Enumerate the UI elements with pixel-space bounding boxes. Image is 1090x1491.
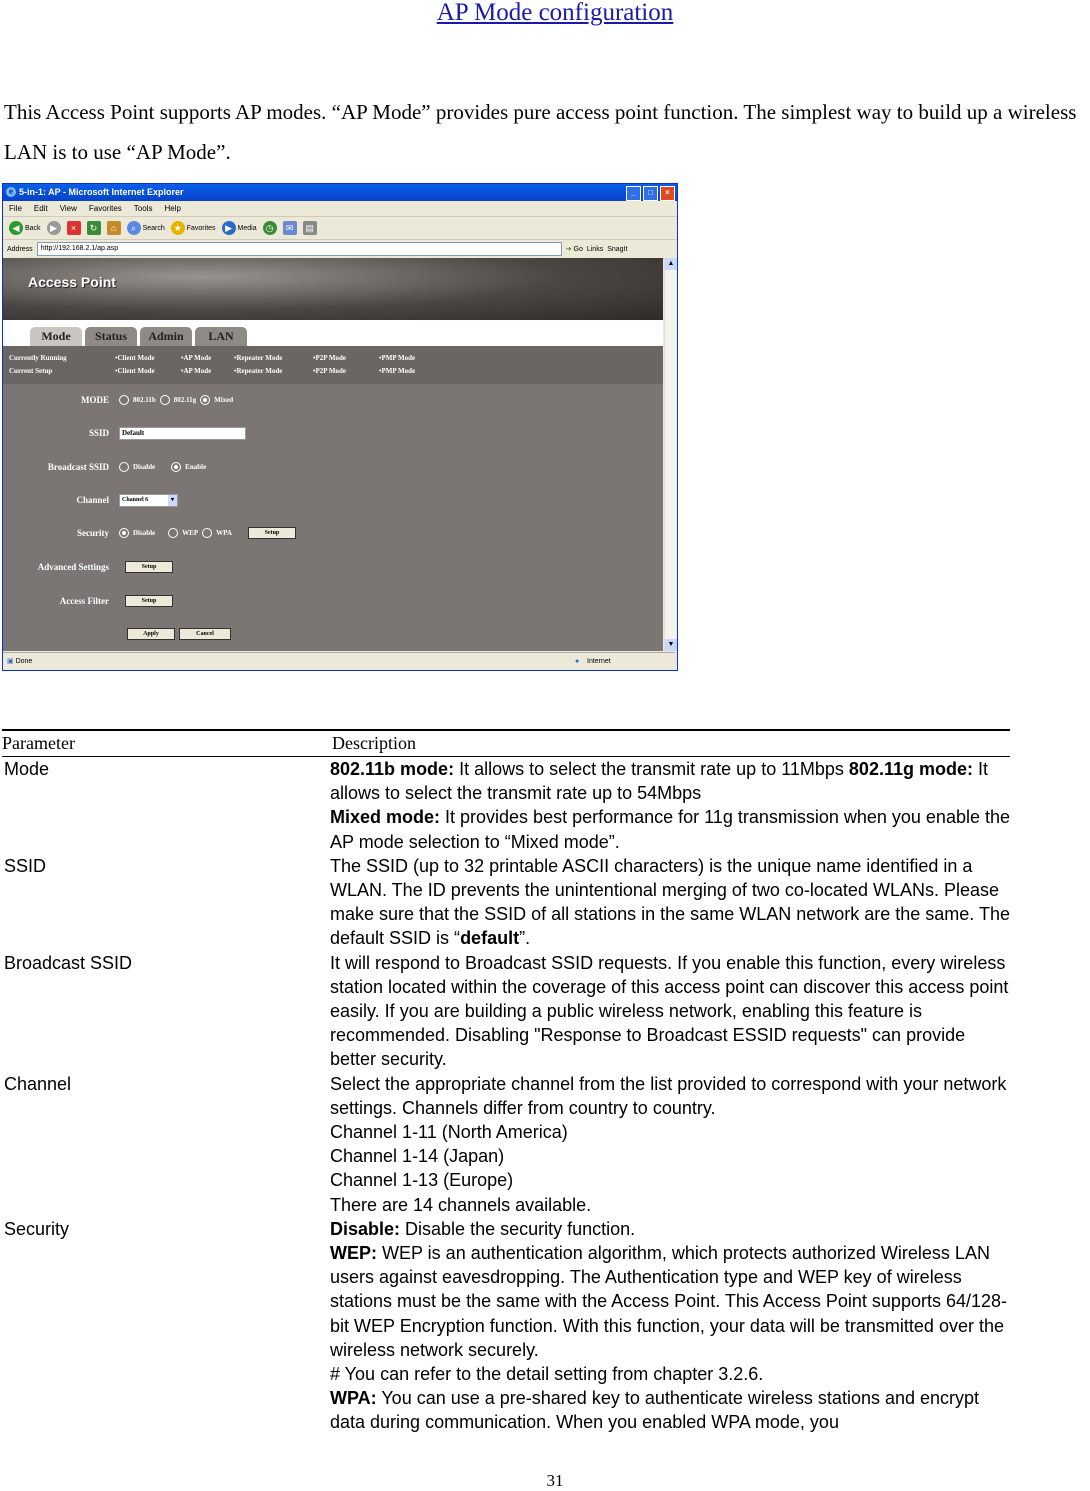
refresh-button[interactable] xyxy=(87,221,101,235)
maximize-icon[interactable]: □ xyxy=(643,186,658,201)
channel-select[interactable]: Channel 6 ▾ xyxy=(119,494,178,507)
settings-form xyxy=(3,384,663,651)
menu-favorites[interactable]: Favorites xyxy=(88,204,122,213)
filter-setup-button[interactable]: Setup xyxy=(125,595,173,607)
page-icon: ▣ xyxy=(7,658,14,665)
radio-sec-disable[interactable] xyxy=(119,528,129,538)
radio-sec-wep[interactable] xyxy=(168,528,178,538)
chevron-down-icon: ▾ xyxy=(168,495,177,506)
broadcast-ssid-row: Broadcast SSID Disable Enable xyxy=(47,462,207,472)
links-button[interactable]: Links xyxy=(586,245,604,253)
refresh-icon: ↻ xyxy=(87,221,101,235)
browser-statusbar: ▣ Done ● Internet xyxy=(3,652,675,670)
print-button[interactable] xyxy=(303,221,317,235)
scroll-down-icon[interactable]: ▼ xyxy=(665,639,677,651)
globe-icon: ● xyxy=(575,658,580,665)
toolbar xyxy=(3,217,677,240)
ssid-row: SSID Default xyxy=(3,423,663,443)
page-viewport xyxy=(3,258,663,651)
tab-admin[interactable]: Admin xyxy=(140,327,192,346)
star-icon: ★ xyxy=(171,221,185,235)
go-button[interactable]: ➜ Go xyxy=(565,246,583,253)
forward-button[interactable] xyxy=(47,221,61,235)
page-number: 31 xyxy=(546,1471,564,1490)
home-icon: ⌂ xyxy=(107,221,121,235)
menu-bar xyxy=(3,201,677,217)
radio-mixed[interactable] xyxy=(200,395,210,405)
parameter-table xyxy=(2,729,1010,1435)
vertical-scrollbar[interactable] xyxy=(664,258,677,651)
address-label: Address xyxy=(7,245,33,253)
channel-row: Channel Channel 6 ▾ xyxy=(3,490,663,510)
close-icon[interactable]: × xyxy=(660,186,675,201)
mail-icon: ✉ xyxy=(283,221,297,235)
browser-screenshot xyxy=(2,183,678,671)
submit-row xyxy=(3,624,663,644)
table-row-mode: Mode 802.11b mode: It allows to select the transmit rate up to 11Mbps 802.11g mode: It allows to select the transmit rate up to 54Mbps Mixed mode: It provides best performance for 11g transmission when you enable the AP mode selection to “Mixed mode”. xyxy=(4,759,1010,852)
minimize-icon[interactable]: _ xyxy=(626,186,641,201)
cancel-button[interactable]: Cancel xyxy=(179,628,231,640)
window-titlebar xyxy=(3,184,677,201)
search-button[interactable]: ⌕ Search xyxy=(127,221,165,235)
ssid-input[interactable]: Default xyxy=(119,427,246,440)
table-row-ssid: SSID The SSID (up to 32 printable ASCII characters) is the unique name identified in a WLAN. The ID prevents the unintentional merging of two co-located WLANs. Please make sure that the SSID of all stations in the same WLAN network are the same. The default SSID is “default”. xyxy=(4,855,1010,949)
menu-view[interactable]: View xyxy=(59,204,77,213)
back-button[interactable]: ◀ Back xyxy=(9,221,41,235)
advanced-setup-button[interactable]: Setup xyxy=(125,561,173,573)
menu-edit[interactable]: Edit xyxy=(33,204,48,213)
tab-lan[interactable]: LAN xyxy=(195,327,247,346)
history-icon: ◷ xyxy=(263,221,277,235)
advanced-settings-row: Advanced Settings Setup xyxy=(3,557,663,577)
mail-button[interactable] xyxy=(283,221,297,235)
intro-paragraph: This Access Point supports AP modes. “AP Mode” provides pure access point function. The simplest way to build up a wireless LAN is to use “AP Mode”. xyxy=(4,100,1077,164)
print-icon: ▤ xyxy=(303,221,317,235)
access-filter-row: Access Filter Setup xyxy=(3,591,663,611)
banner-logo: Access Point xyxy=(28,274,116,290)
url-input[interactable]: http://192.168.2.1/ap.asp xyxy=(37,242,562,256)
apply-button[interactable]: Apply xyxy=(127,628,175,640)
snagit-button[interactable]: SnagIt xyxy=(607,245,628,253)
favorites-button[interactable]: ★ Favorites xyxy=(171,221,216,235)
table-header: Parameter Description xyxy=(2,729,1010,757)
history-button[interactable] xyxy=(263,221,277,235)
stop-icon: × xyxy=(67,221,81,235)
menu-file[interactable]: File xyxy=(9,204,22,213)
mode-status-panel: Currently Running •Client Mode •AP Mode •Repeater Mode •P2P Mode •PMP Mode Current Setup •Client Mode •AP Mode •Repeater Mode •P2P Mode •PMP Mode xyxy=(3,346,663,384)
ie-icon: e xyxy=(6,187,16,197)
back-icon: ◀ xyxy=(9,221,23,235)
table-row-broadcast-ssid: Broadcast SSID It will respond to Broadcast SSID requests. If you enable this function, every wireless station located within the coverage of this access point can discover this access point easily. If you are building a public wireless network, enabling this feature is recommended. Disabling "Response to Broadcast ESSID requests" can provide better security. xyxy=(4,952,1009,1070)
radio-bssid-disable[interactable] xyxy=(119,462,129,472)
banner xyxy=(3,258,663,320)
home-button[interactable] xyxy=(107,221,121,235)
tab-status[interactable]: Status xyxy=(85,327,137,346)
menu-help[interactable]: Help xyxy=(164,204,181,213)
window-title: 5-in-1: AP - Microsoft Internet Explorer xyxy=(19,187,184,197)
media-icon: ▶ xyxy=(222,221,236,235)
scroll-up-icon[interactable]: ▲ xyxy=(665,258,677,270)
radio-802-11g[interactable] xyxy=(160,395,170,405)
menu-tools[interactable]: Tools xyxy=(133,204,153,213)
search-icon: ⌕ xyxy=(127,221,141,235)
tab-mode[interactable]: Mode xyxy=(30,327,82,346)
table-row-channel: Channel Select the appropriate channel from the list provided to correspond with your network settings. Channels differ from country to country. Channel 1-11 (North America) Channel 1-14 (Japan) Channel 1-13 (Europe) There are 14 channels available. xyxy=(4,1073,1007,1215)
go-arrow-icon: ➜ xyxy=(565,246,572,253)
page-title: AP Mode configuration xyxy=(436,0,674,26)
table-row-security: Security Disable: Disable the security function. WEP: WEP is an authentication algorithm, which protects authorized Wireless LAN users against eavesdropping. The Authentication type and WEP key of wireless stations must be the same with the Access Point. This Access Point supports 64/128-bit WEP Encryption function. With this function, your data will be transmitted over the wireless network securely. # You can refer to the detail setting from chapter 3.2.6. WPA: You can use a pre-shared key to authenticate wireless stations and encrypt data during communication. When you enabled WPA mode, you xyxy=(4,1218,1008,1433)
stop-button[interactable] xyxy=(67,221,81,235)
radio-sec-wpa[interactable] xyxy=(202,528,212,538)
media-button[interactable]: ▶ Media xyxy=(222,221,257,235)
radio-bssid-enable[interactable] xyxy=(171,462,181,472)
security-setup-button[interactable]: Setup xyxy=(248,527,296,539)
address-bar xyxy=(3,240,677,259)
radio-802-11b[interactable] xyxy=(119,395,129,405)
mode-row: MODE 802.11b 802.11g Mixed xyxy=(81,395,234,405)
security-row: Security Disable WEP WPA Setup xyxy=(3,523,663,543)
tab-bar xyxy=(3,320,663,346)
forward-icon: ▶ xyxy=(47,221,61,235)
